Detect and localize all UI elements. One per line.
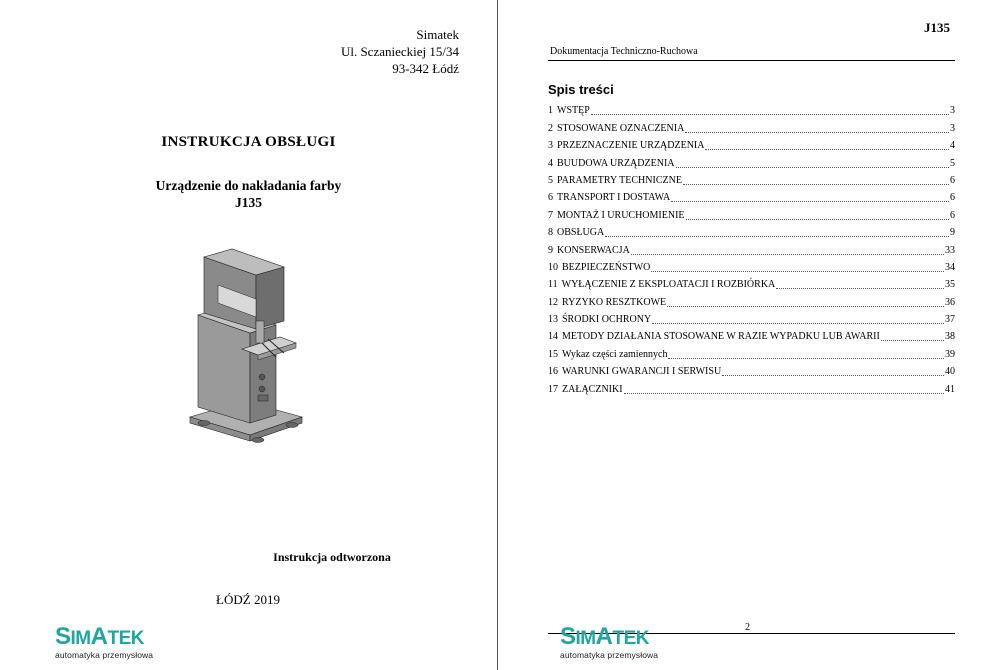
toc-entry-title: BUUDOWA URZĄDZENIA xyxy=(557,157,675,169)
toc-entry[interactable] xyxy=(548,152,955,169)
toc-entry-page: 36 xyxy=(945,296,955,308)
toc-leader-dots xyxy=(671,200,949,202)
toc-entry[interactable] xyxy=(548,309,955,326)
toc-entry[interactable] xyxy=(548,187,955,204)
toc-entry-number: 9 xyxy=(548,244,553,256)
header-code: J135 xyxy=(924,20,950,35)
toc-entry[interactable] xyxy=(548,274,955,291)
toc-entry[interactable] xyxy=(548,135,955,152)
toc-entry-number: 15 xyxy=(548,348,558,360)
company-address xyxy=(341,26,459,77)
toc-entry-page: 35 xyxy=(945,279,955,291)
toc-entry-title: STOSOWANE OZNACZENIA xyxy=(557,122,685,134)
place-date: ŁÓDŹ 2019 xyxy=(216,592,280,607)
header-rule xyxy=(548,60,955,61)
toc-entry-number: 14 xyxy=(548,331,558,343)
toc-entry[interactable] xyxy=(548,222,955,239)
toc-entry-page: 6 xyxy=(950,209,955,221)
toc-entry[interactable] xyxy=(548,378,955,395)
header-document-name: Dokumentacja Techniczno-Ruchowa xyxy=(550,46,698,57)
toc-entry-page: 37 xyxy=(945,314,955,326)
toc-entry-title: PARAMETRY TECHNICZNE xyxy=(557,174,682,186)
toc-entry-page: 6 xyxy=(950,174,955,186)
toc-leader-dots xyxy=(686,218,949,220)
toc-leader-dots xyxy=(624,392,944,394)
toc-leader-dots xyxy=(676,166,950,168)
toc-entry-title: OBSŁUGA xyxy=(557,227,605,239)
toc-entry-number: 7 xyxy=(548,209,553,221)
toc-entry-title: WARUNKI GWARANCJI I SERWISU xyxy=(562,366,722,378)
toc-entry-number: 12 xyxy=(548,296,558,308)
toc-entry-page: 9 xyxy=(950,227,955,239)
toc-entry-title: WYŁĄCZENIE Z EKSPLOATACJI I ROZBIÓRKA xyxy=(561,279,776,291)
page-divider xyxy=(497,0,498,670)
table-of-contents xyxy=(548,100,955,396)
toc-leader-dots xyxy=(591,113,949,115)
toc-entry-title: BEZPIECZEŃSTWO xyxy=(562,261,651,273)
toc-entry-title: ZAŁĄCZNIKI xyxy=(562,383,623,395)
toc-leader-dots xyxy=(705,148,949,150)
toc-entry-title: METODY DZIAŁANIA STOSOWANE W RAZIE WYPADKU LUB AWARII xyxy=(562,331,880,343)
toc-leader-dots xyxy=(631,253,944,255)
toc-leader-dots xyxy=(683,183,949,185)
toc-entry-page: 6 xyxy=(950,192,955,204)
toc-leader-dots xyxy=(881,339,944,341)
toc-entry[interactable] xyxy=(548,343,955,360)
toc-entry-page: 3 xyxy=(950,122,955,134)
toc-entry-number: 5 xyxy=(548,174,553,186)
reconstructed-note: Instrukcja odtworzona xyxy=(273,550,391,564)
toc-entry-number: 10 xyxy=(548,261,558,273)
toc-entry[interactable] xyxy=(548,170,955,187)
simatek-logo: SIMATEK automatyka przemysłowa xyxy=(55,625,180,665)
toc-entry-page: 39 xyxy=(945,348,955,360)
toc-entry[interactable] xyxy=(548,239,955,256)
toc-leader-dots xyxy=(605,235,949,237)
toc-entry[interactable] xyxy=(548,117,955,134)
toc-entry[interactable] xyxy=(548,291,955,308)
address-line: Ul. Sczanieckiej 15/34 xyxy=(340,44,459,59)
simatek-logo: SIMATEK automatyka przemysłowa xyxy=(560,625,685,665)
logo-tagline: automatyka przemysłowa xyxy=(55,650,154,660)
toc-leader-dots xyxy=(722,374,944,376)
toc-entry-title: TRANSPORT I DOSTAWA xyxy=(557,192,671,204)
logo-tagline: automatyka przemysłowa xyxy=(560,650,659,660)
address-line: Simatek xyxy=(416,27,459,42)
toc-entry-title: Wykaz części zamiennych xyxy=(562,348,668,360)
address-line: 93-342 Łódź xyxy=(392,61,459,76)
toc-title: Spis treści xyxy=(548,82,614,97)
toc-entry-title: PRZEZNACZENIE URZĄDZENIA xyxy=(557,140,705,152)
toc-entry-number: 8 xyxy=(548,227,553,239)
toc-entry-number: 3 xyxy=(548,140,553,152)
toc-entry-title: KONSERWACJA xyxy=(557,244,630,256)
toc-entry-title: RYZYKO RESZTKOWE xyxy=(562,296,667,308)
toc-entry-number: 11 xyxy=(548,279,558,291)
toc-entry[interactable] xyxy=(548,257,955,274)
toc-entry-number: 1 xyxy=(548,105,553,117)
toc-leader-dots xyxy=(685,131,949,133)
toc-leader-dots xyxy=(776,287,944,289)
toc-entry-title: WSTĘP xyxy=(557,105,590,117)
toc-entry-page: 33 xyxy=(945,244,955,256)
toc-entry-page: 5 xyxy=(950,157,955,169)
toc-entry-page: 38 xyxy=(945,331,955,343)
toc-entry-page: 41 xyxy=(945,383,955,395)
toc-entry-page: 3 xyxy=(950,105,955,117)
machine-illustration xyxy=(180,245,310,455)
toc-leader-dots xyxy=(668,357,944,359)
document-model: J135 xyxy=(235,195,262,210)
toc-entry-title: MONTAŻ I URUCHOMIENIE xyxy=(557,209,685,221)
toc-entry-number: 4 xyxy=(548,157,553,169)
document-subtitle: Urządzenie do nakładania farby xyxy=(155,178,342,193)
toc-entry[interactable] xyxy=(548,204,955,221)
toc-entry-number: 13 xyxy=(548,314,558,326)
toc-entry-title: ŚRODKI OCHRONY xyxy=(562,314,652,326)
toc-leader-dots xyxy=(667,305,944,307)
toc-entry[interactable] xyxy=(548,326,955,343)
toc-entry-page: 4 xyxy=(950,140,955,152)
toc-entry-page: 34 xyxy=(945,261,955,273)
toc-leader-dots xyxy=(652,322,944,324)
left-page xyxy=(0,0,497,670)
toc-leader-dots xyxy=(651,270,944,272)
toc-entry-number: 16 xyxy=(548,366,558,378)
document-title: INSTRUKCJA OBSŁUGI xyxy=(161,134,336,150)
toc-entry-number: 2 xyxy=(548,122,553,134)
page-number: 2 xyxy=(745,622,750,633)
toc-entry-page: 40 xyxy=(945,366,955,378)
toc-entry-number: 17 xyxy=(548,383,558,395)
toc-entry-number: 6 xyxy=(548,192,553,204)
toc-entry[interactable] xyxy=(548,361,955,378)
toc-entry[interactable] xyxy=(548,100,955,117)
